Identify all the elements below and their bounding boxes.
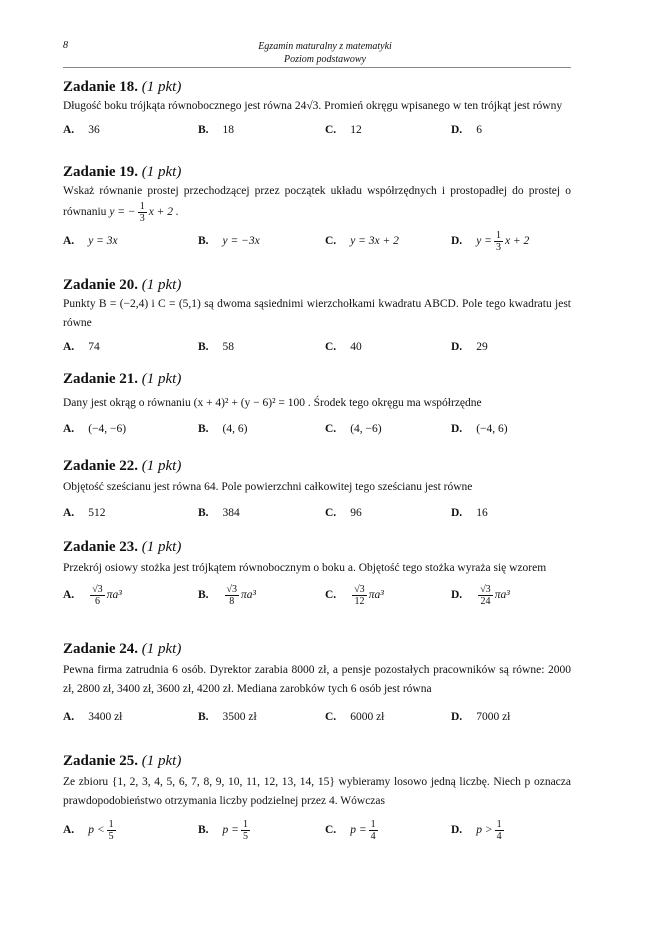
option-letter: D. xyxy=(451,824,463,836)
option-letter: C. xyxy=(325,711,337,723)
fraction-numerator: 1 xyxy=(495,229,501,241)
task-number: Zadanie 23. xyxy=(63,539,139,555)
option-d[interactable] xyxy=(451,813,506,847)
option-fraction xyxy=(369,819,378,842)
task-23 xyxy=(63,538,571,612)
task-text xyxy=(63,182,571,224)
answer-options xyxy=(63,705,571,729)
option-value: 40 xyxy=(350,341,362,353)
option-letter: B. xyxy=(198,824,209,836)
option-value-rhs: x + 2 xyxy=(504,235,530,247)
task-points: (1 pkt) xyxy=(141,164,182,180)
task-title xyxy=(63,538,571,556)
option-b[interactable] xyxy=(198,501,240,525)
option-letter: B. xyxy=(198,507,209,519)
option-value: 36 xyxy=(88,124,100,136)
task-text: Przekrój osiowy stożka jest trójkątem równobocznym o boku a. Objętość tego stożka wyraża się wzorem xyxy=(63,562,547,574)
option-b[interactable] xyxy=(198,417,247,441)
option-value: 3500 zł xyxy=(222,711,257,723)
option-c[interactable] xyxy=(325,813,380,847)
option-letter: B. xyxy=(198,341,209,353)
task-points: (1 pkt) xyxy=(141,458,182,474)
fraction-denominator: 12 xyxy=(354,595,365,607)
option-fraction xyxy=(478,584,493,607)
task-title xyxy=(63,78,571,96)
option-c[interactable] xyxy=(325,226,399,256)
option-value-lhs: p > xyxy=(476,824,493,836)
option-letter: D. xyxy=(451,589,463,601)
option-letter: B. xyxy=(198,589,209,601)
option-b[interactable] xyxy=(198,813,252,847)
fraction-denominator: 5 xyxy=(242,830,248,842)
option-d[interactable] xyxy=(451,501,488,525)
fraction-numerator: 1 xyxy=(496,818,502,830)
option-value-rest: πa³ xyxy=(494,589,510,601)
option-letter: D. xyxy=(451,341,463,353)
task-24 xyxy=(63,640,571,729)
option-letter: D. xyxy=(451,711,463,723)
option-value: 3400 zł xyxy=(88,711,123,723)
option-a[interactable] xyxy=(63,335,100,359)
answer-options xyxy=(63,578,571,612)
option-letter: B. xyxy=(198,124,209,136)
option-value: (−4, 6) xyxy=(476,423,508,435)
option-d[interactable] xyxy=(451,578,510,612)
task-number: Zadanie 19. xyxy=(63,164,139,180)
option-letter: C. xyxy=(325,341,337,353)
option-value: 16 xyxy=(476,507,488,519)
option-a[interactable] xyxy=(63,226,118,256)
option-value-rest: πa³ xyxy=(106,589,122,601)
option-b[interactable] xyxy=(198,335,234,359)
answer-options xyxy=(63,417,571,441)
option-value: y = −3x xyxy=(222,235,260,247)
option-d[interactable] xyxy=(451,417,508,441)
option-value-lhs: p = xyxy=(222,824,239,836)
option-d[interactable] xyxy=(451,705,510,729)
page-header-title xyxy=(200,40,450,66)
task-text-part: Wskaż równanie prostej przechodzącej przez początek układu współrzędnych i prostopadłej do prostej o równaniu xyxy=(63,185,571,219)
option-fraction xyxy=(495,819,504,842)
task-text: Ze zbioru {1, 2, 3, 4, 5, 6, 7, 8, 9, 10, 11, 12, 13, 14, 15} wybieramy losowo jedną liczbę. Niech p oznacza prawdopodobieństwo otrzymania liczby podzielnej przez 4. Wówczas xyxy=(63,776,571,807)
option-letter: A. xyxy=(63,507,75,519)
option-c[interactable] xyxy=(325,118,362,142)
option-letter: A. xyxy=(63,824,75,836)
fraction-numerator: √3 xyxy=(226,583,238,595)
option-value: 7000 zł xyxy=(476,711,511,723)
option-letter: D. xyxy=(451,423,463,435)
header-title-line1: Egzamin maturalny z matematyki xyxy=(258,41,392,52)
option-letter: B. xyxy=(198,235,209,247)
task-points: (1 pkt) xyxy=(141,277,182,293)
task-points: (1 pkt) xyxy=(141,753,182,769)
option-c[interactable] xyxy=(325,501,362,525)
task-text: Długość boku trójkąta równobocznego jest równa 24√3. Promień okręgu wpisanego w ten trójkąt jest równy xyxy=(63,100,563,112)
task-points: (1 pkt) xyxy=(141,641,182,657)
option-a[interactable] xyxy=(63,118,100,142)
option-value-lhs: p < xyxy=(88,824,105,836)
task-25 xyxy=(63,752,571,847)
task-text: Punkty B = (−2,4) i C = (5,1) są dwoma sąsiednimi wierzchołkami kwadratu ABCD. Pole tego kwadratu jest równe xyxy=(63,298,571,329)
option-letter: B. xyxy=(198,711,209,723)
option-value: 6000 zł xyxy=(350,711,385,723)
option-value: 18 xyxy=(222,124,235,136)
option-fraction xyxy=(494,230,503,253)
option-value-rest: πa³ xyxy=(368,589,384,601)
option-letter: B. xyxy=(198,423,209,435)
option-value: 58 xyxy=(222,341,235,353)
option-letter: D. xyxy=(451,235,463,247)
option-a[interactable] xyxy=(63,705,122,729)
option-value: 74 xyxy=(88,341,100,353)
option-c[interactable] xyxy=(325,578,384,612)
task-20 xyxy=(63,276,571,359)
fraction-numerator: 1 xyxy=(242,818,248,830)
header-title-line2: Poziom podstawowy xyxy=(284,54,366,65)
option-value: 96 xyxy=(350,507,362,519)
task-title xyxy=(63,163,571,181)
header-divider xyxy=(63,67,571,68)
task-title xyxy=(63,640,571,658)
task-title xyxy=(63,370,571,388)
answer-options xyxy=(63,813,571,847)
equation-lhs: y = − xyxy=(109,206,136,219)
task-title xyxy=(63,457,571,475)
option-value-lhs: y = xyxy=(476,235,492,247)
option-letter: A. xyxy=(63,341,75,353)
option-letter: D. xyxy=(451,507,463,519)
option-value-rest: πa³ xyxy=(241,589,257,601)
option-fraction xyxy=(352,584,367,607)
fraction-denominator: 4 xyxy=(370,830,376,842)
option-c[interactable] xyxy=(325,417,382,441)
fraction-denominator: 3 xyxy=(139,213,145,224)
fraction-numerator: 1 xyxy=(139,201,145,212)
answer-options xyxy=(63,501,571,525)
option-value: (4, 6) xyxy=(222,423,248,435)
option-fraction xyxy=(90,584,105,607)
option-value: 29 xyxy=(476,341,488,353)
option-letter: D. xyxy=(451,124,463,136)
fraction-numerator: √3 xyxy=(354,583,365,595)
task-number: Zadanie 22. xyxy=(63,458,139,474)
task-19 xyxy=(63,163,571,256)
option-a[interactable] xyxy=(63,501,105,525)
task-21 xyxy=(63,370,571,441)
task-number: Zadanie 18. xyxy=(63,79,139,95)
option-value: y = 3x xyxy=(88,235,118,247)
task-points: (1 pkt) xyxy=(141,539,182,555)
option-letter: C. xyxy=(325,589,337,601)
task-points: (1 pkt) xyxy=(141,79,182,95)
fraction-denominator: 24 xyxy=(480,595,491,607)
option-letter: A. xyxy=(63,423,75,435)
option-letter: C. xyxy=(325,235,337,247)
option-d[interactable] xyxy=(451,226,529,256)
option-c[interactable] xyxy=(325,705,384,729)
task-text: Pewna firma zatrudnia 6 osób. Dyrektor zarabia 8000 zł, a pensje pozostałych pracowników są równe: 2000 zł, 2800 zł, 3400 zł, 3600 zł, 4200 zł. Mediana zarobków tych 6 osób jest równa xyxy=(63,664,571,695)
task-number: Zadanie 21. xyxy=(63,371,139,387)
task-title xyxy=(63,276,571,294)
task-number: Zadanie 25. xyxy=(63,753,139,769)
option-a[interactable] xyxy=(63,578,122,612)
task-text: Objętość sześcianu jest równa 64. Pole powierzchni całkowitej tego sześcianu jest równe xyxy=(63,481,473,493)
task-number: Zadanie 20. xyxy=(63,277,139,293)
task-18 xyxy=(63,78,571,142)
task-text: Dany jest okrąg o równaniu (x + 4)² + (y − 6)² = 100 . Środek tego okręgu ma współrzędne xyxy=(63,397,482,409)
option-letter: C. xyxy=(325,423,337,435)
fraction-denominator: 6 xyxy=(94,595,100,607)
option-fraction xyxy=(107,819,116,842)
option-value: (−4, −6) xyxy=(88,423,127,435)
option-letter: A. xyxy=(63,589,75,601)
option-d[interactable] xyxy=(451,335,488,359)
option-value: 512 xyxy=(88,507,106,519)
option-c[interactable] xyxy=(325,335,362,359)
option-b[interactable] xyxy=(198,705,257,729)
fraction-numerator: 1 xyxy=(370,818,376,830)
task-number: Zadanie 24. xyxy=(63,641,139,657)
fraction-denominator: 4 xyxy=(496,830,502,842)
option-a[interactable] xyxy=(63,813,118,847)
answer-options xyxy=(63,118,571,142)
option-letter: C. xyxy=(325,124,337,136)
fraction-denominator: 3 xyxy=(495,241,501,253)
option-value: 12 xyxy=(350,124,362,136)
option-a[interactable] xyxy=(63,417,126,441)
page-number: 8 xyxy=(63,40,68,51)
option-fraction xyxy=(241,819,250,842)
equation-rhs: x + 2 . xyxy=(148,206,179,219)
task-22 xyxy=(63,457,571,525)
option-b[interactable] xyxy=(198,578,256,612)
option-value: 6 xyxy=(476,124,482,136)
option-letter: C. xyxy=(325,824,337,836)
option-d[interactable] xyxy=(451,118,482,142)
answer-options xyxy=(63,335,571,359)
option-b[interactable] xyxy=(198,118,234,142)
answer-options xyxy=(63,226,571,256)
option-fraction xyxy=(225,584,240,607)
option-letter: A. xyxy=(63,711,75,723)
task-title xyxy=(63,752,571,770)
fraction-denominator: 8 xyxy=(229,595,235,607)
option-letter: C. xyxy=(325,507,337,519)
option-letter: A. xyxy=(63,235,75,247)
fraction-denominator: 5 xyxy=(108,830,114,842)
option-letter: A. xyxy=(63,124,75,136)
fraction-numerator: √3 xyxy=(480,583,491,595)
option-value: (4, −6) xyxy=(350,423,382,435)
option-value: y = 3x + 2 xyxy=(350,235,399,247)
fraction-numerator: 1 xyxy=(108,818,114,830)
fraction-numerator: √3 xyxy=(92,583,103,595)
equation-fraction xyxy=(138,201,147,224)
option-value: 384 xyxy=(222,507,240,519)
option-value-lhs: p = xyxy=(350,824,367,836)
task-points: (1 pkt) xyxy=(141,371,182,387)
option-b[interactable] xyxy=(198,226,260,256)
